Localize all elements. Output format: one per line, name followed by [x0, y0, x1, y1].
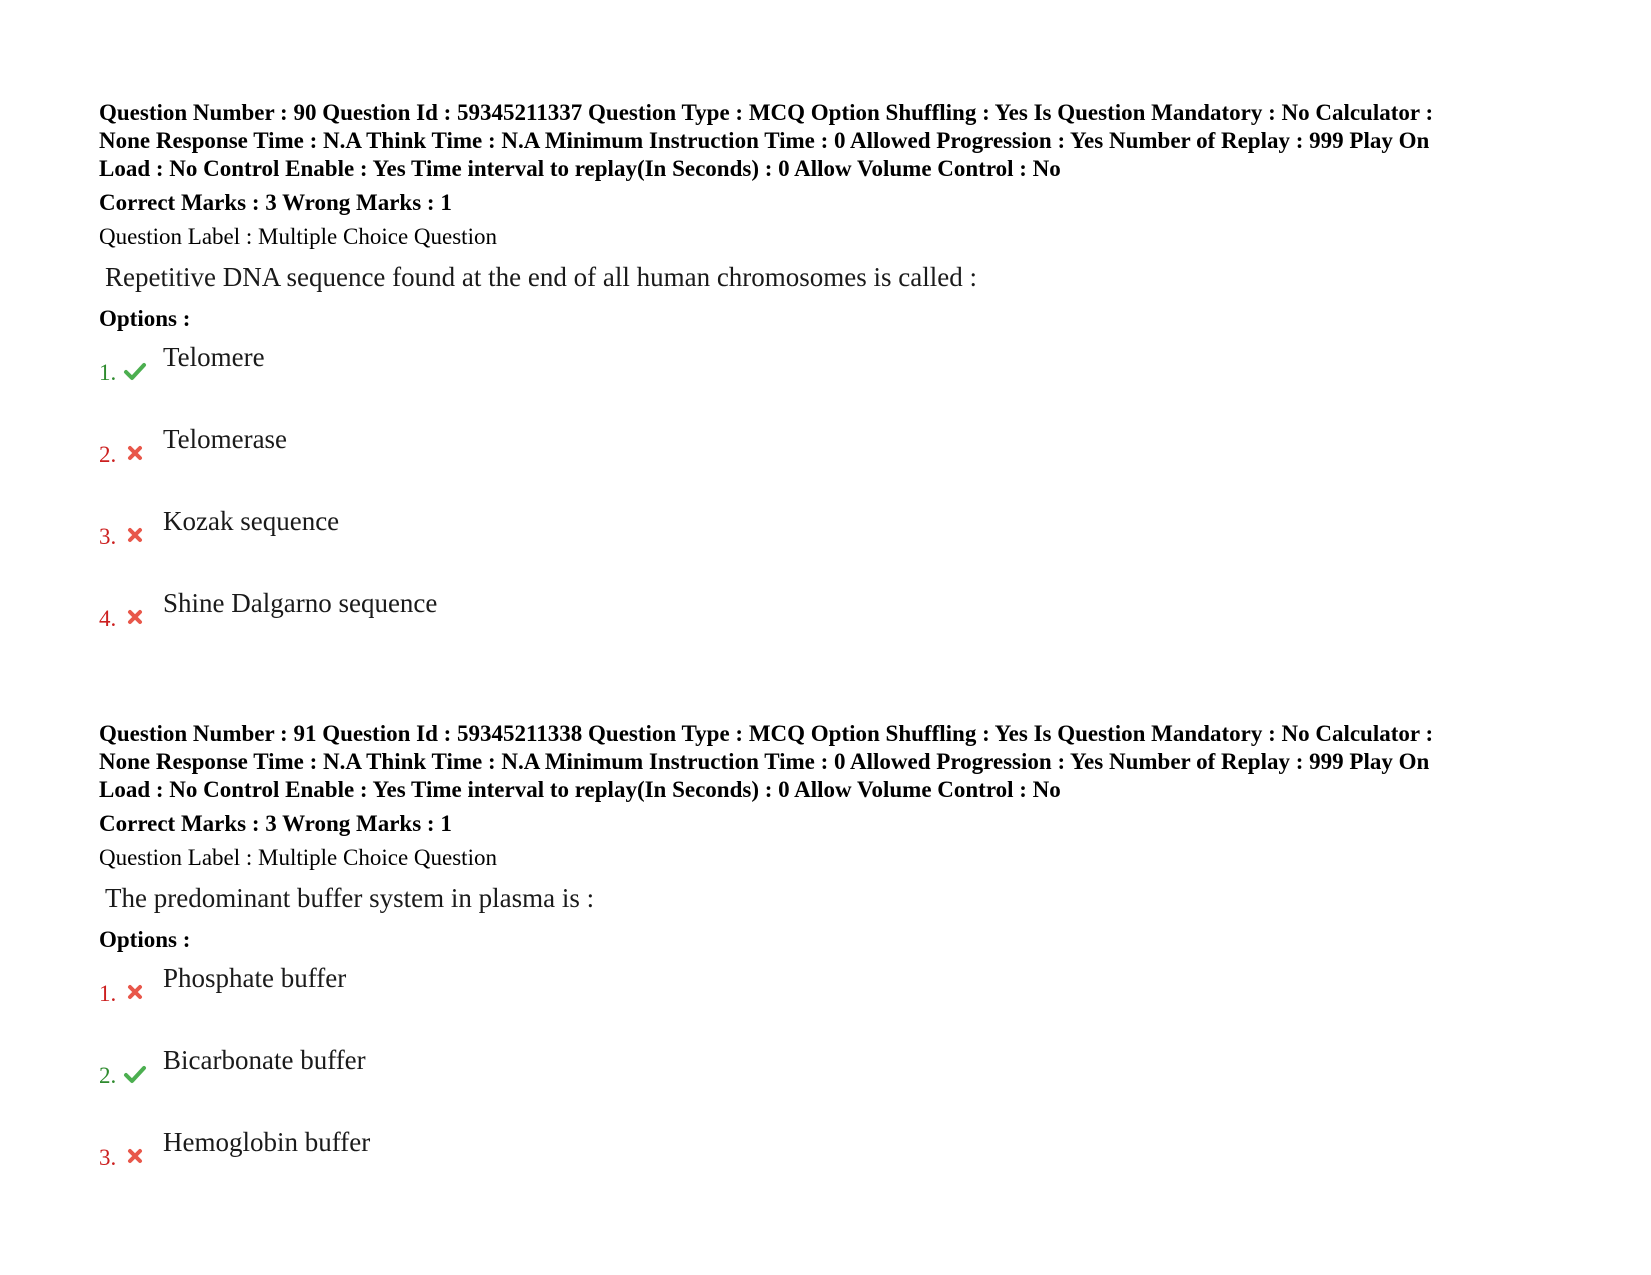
- option-text: Telomere: [163, 342, 265, 372]
- question-metadata: [99, 99, 1569, 183]
- option-text: Telomerase: [163, 424, 288, 454]
- option-item: [99, 333, 1569, 415]
- check-icon: [123, 359, 147, 383]
- option-number: 1.: [99, 360, 117, 385]
- option-number: 2.: [99, 1063, 117, 1088]
- option-number: 3.: [99, 1145, 117, 1170]
- option-text: Kozak sequence: [163, 506, 340, 536]
- options-list: [99, 954, 1569, 1200]
- question-label: Question Label : Multiple Choice Question: [99, 845, 497, 870]
- options-list: [99, 333, 1569, 661]
- option-item: [99, 1036, 1569, 1118]
- option-number: 4.: [99, 606, 117, 631]
- option-number: 3.: [99, 524, 117, 549]
- cross-icon: [123, 523, 147, 547]
- marks-line: Correct Marks : 3 Wrong Marks : 1: [99, 190, 452, 215]
- options-heading: Options :: [99, 306, 191, 331]
- option-text: Hemoglobin buffer: [163, 1127, 371, 1157]
- question-text: The predominant buffer system in plasma is :: [105, 883, 595, 913]
- option-text: Shine Dalgarno sequence: [163, 588, 438, 618]
- question-block-90: [99, 99, 1569, 661]
- question-label: Question Label : Multiple Choice Question: [99, 224, 497, 249]
- cross-icon: [123, 980, 147, 1004]
- metadata-line: Question Number : 91 Question Id : 59345211338 Question Type : MCQ Option Shuffling : Yes Is Question Mandatory : No Calculator :: [99, 721, 1434, 746]
- cross-icon: [123, 605, 147, 629]
- metadata-line: None Response Time : N.A Think Time : N.A Minimum Instruction Time : 0 Allowed Progression : Yes Number of Replay : 999 Play On: [99, 749, 1430, 774]
- question-block-91: [99, 720, 1569, 1200]
- option-number: 2.: [99, 442, 117, 467]
- option-item: [99, 415, 1569, 497]
- check-icon: [123, 1062, 147, 1086]
- metadata-line: Load : No Control Enable : Yes Time interval to replay(In Seconds) : 0 Allow Volume Control : No: [99, 156, 1061, 181]
- metadata-line: Question Number : 90 Question Id : 59345211337 Question Type : MCQ Option Shuffling : Yes Is Question Mandatory : No Calculator :: [99, 100, 1434, 125]
- option-text: Phosphate buffer: [163, 963, 347, 993]
- option-text: Bicarbonate buffer: [163, 1045, 366, 1075]
- metadata-line: Load : No Control Enable : Yes Time interval to replay(In Seconds) : 0 Allow Volume Control : No: [99, 777, 1061, 802]
- cross-icon: [123, 1144, 147, 1168]
- option-number: 1.: [99, 981, 117, 1006]
- option-item: [99, 1118, 1569, 1200]
- cross-icon: [123, 441, 147, 465]
- marks-line: Correct Marks : 3 Wrong Marks : 1: [99, 811, 452, 836]
- option-item: [99, 497, 1569, 579]
- metadata-line: None Response Time : N.A Think Time : N.A Minimum Instruction Time : 0 Allowed Progression : Yes Number of Replay : 999 Play On: [99, 128, 1430, 153]
- options-heading: Options :: [99, 927, 191, 952]
- question-text: Repetitive DNA sequence found at the end of all human chromosomes is called :: [105, 262, 978, 292]
- option-item: [99, 579, 1569, 661]
- option-item: [99, 954, 1569, 1036]
- question-metadata: [99, 720, 1569, 804]
